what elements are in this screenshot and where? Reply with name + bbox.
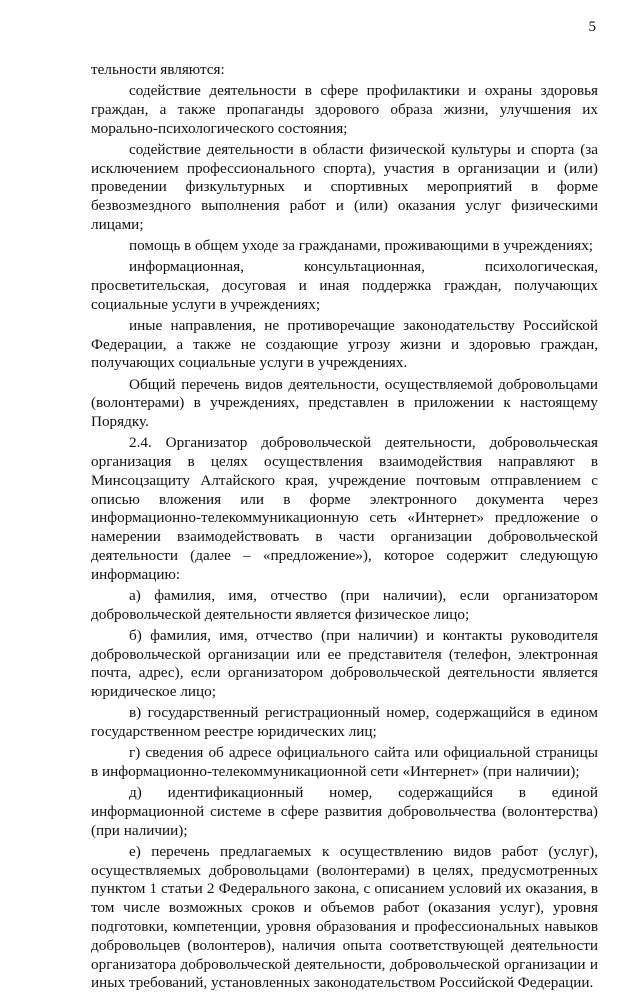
paragraph-section-2-4: 2.4. Организатор добровольческой деятельности, добровольческая организация в целях осуществления взаимодействия направляют в Минсоцзащиту Алтайского края, учреждение почтовым отправлением с описью вложения или в форме электронного документа через информационно-телекоммуникационную сеть «Интернет» предложение о намерении взаимодействовать в части организации добровольческой деятельности (далее – «предложение»), которое содержит следующую информацию: — [91, 434, 598, 583]
paragraph-general-list: Общий перечень видов деятельности, осуществляемой добровольцами (волонтерами) в учреждениях, представлен в приложении к настоящему Порядку. — [91, 375, 598, 431]
paragraph-other-directions: иные направления, не противоречащие законодательству Российской Федерации, а также не создающие угрозу жизни и здоровью граждан, получающих социальные услуги в учреждениях. — [91, 316, 598, 372]
paragraph-general-care: помощь в общем уходе за гражданами, проживающими в учреждениях; — [129, 237, 594, 255]
paragraph-continuation: тельности являются: — [91, 61, 225, 78]
paragraph-item-d: д) идентификационный номер, содержащийся в единой информационной системе в сфере развития добровольчества (волонтерства) (при наличии); — [91, 784, 598, 839]
paragraph-item-g: г) сведения об адресе официального сайта или официальной страницы в информационно-телекоммуникационной сети «Интернет» (при наличии); — [91, 744, 598, 780]
document-body — [91, 61, 598, 995]
paragraph-item-b: б) фамилия, имя, отчество (при наличии) и контакты руководителя добровольческой организации или ее представителя (телефон, электронная почта, адрес), если организатором добровольческой деятельности является юридическое лицо; — [91, 626, 598, 701]
paragraph-item-e: е) перечень предлагаемых к осуществлению видов работ (услуг), осуществляемых добровольцами (волонтерами) в целях, предусмотренных пунктом 1 статьи 2 Федерального закона, с описанием условий их оказания, в том числе возможных сроков и объемов работ (оказания услуг), уровня подготовки, компетенции, уровня образования и профессиональных навыков добровольцев (волонтеров), наличия опыта соответствующей деятельности организатора добровольческой деятельности, добровольческой организации и иных требований, установленных законодательством Российской Федерации. — [91, 842, 598, 992]
paragraph-health-promotion: содействие деятельности в сфере профилактики и охраны здоровья граждан, а также пропаганды здорового образа жизни, улучшения их морально-психологического состояния; — [91, 82, 598, 137]
paragraph-item-a: а) фамилия, имя, отчество (при наличии), если организатором добровольческой деятельности является физическое лицо; — [91, 586, 598, 623]
page-number: 5 — [588, 19, 596, 35]
paragraph-item-v: в) государственный регистрационный номер, содержащийся в едином государственном реестре юридических лиц; — [91, 704, 598, 741]
paragraph-sports: содействие деятельности в области физической культуры и спорта (за исключением профессионального спорта), участия в организации и (или) проведении физкультурных и спортивных мероприятий в форме безвозмездного выполнения работ и (или) оказания услуг физическими лицами; — [91, 140, 598, 233]
paragraph-support: информационная, консультационная, психологическая, просветительская, досуговая и иная поддержка граждан, получающих социальные услуги в учреждениях; — [91, 258, 598, 313]
